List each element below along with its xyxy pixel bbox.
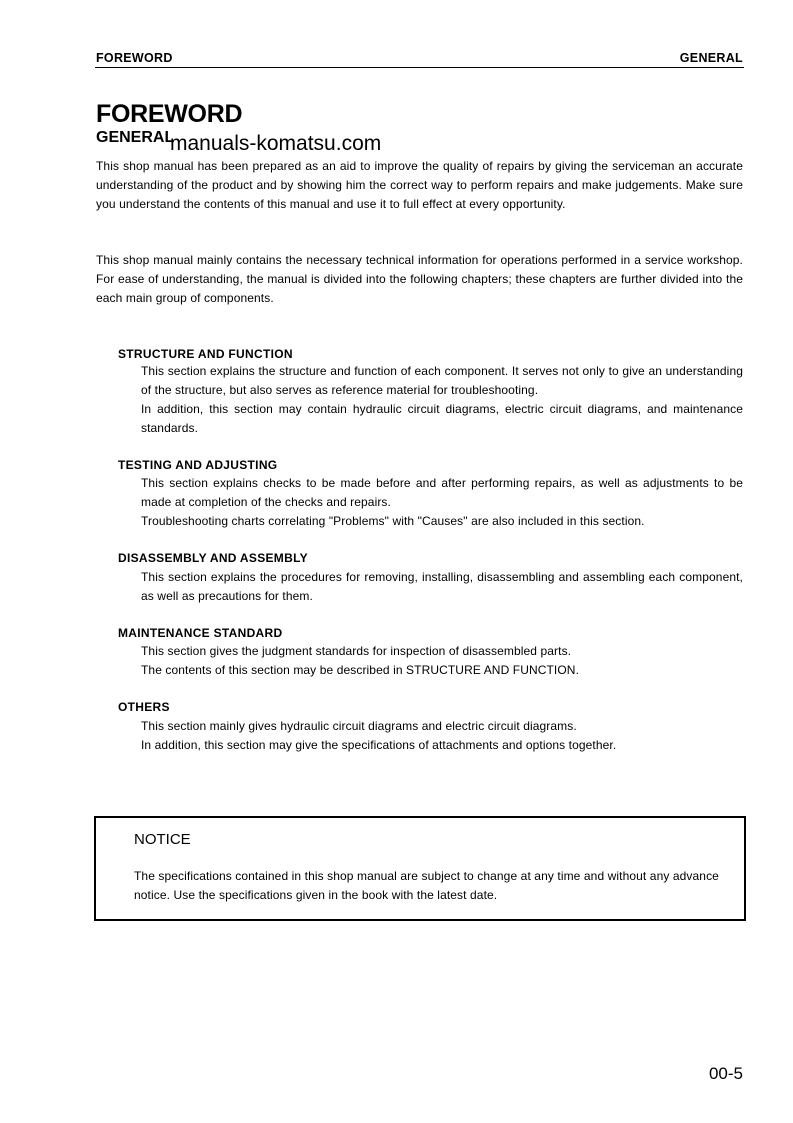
page-title: FOREWORD	[96, 100, 243, 128]
section-title-maintenance-standard: MAINTENANCE STANDARD	[118, 626, 283, 640]
section-line: This section explains checks to be made before and after performing repairs, as well as adjustments to be made at completion of the checks and repairs.	[141, 476, 743, 509]
section-title-disassembly-and-assembly: DISASSEMBLY AND ASSEMBLY	[118, 551, 308, 565]
page-number: 00-5	[708, 1064, 743, 1083]
section-line: This section gives the judgment standards for inspection of disassembled parts.	[141, 644, 572, 658]
section-line: This section mainly gives hydraulic circuit diagrams and electric circuit diagrams.	[141, 719, 577, 733]
notice-title: NOTICE	[134, 831, 191, 848]
intro-paragraph-2: This shop manual mainly contains the necessary technical information for operations performed in a service workshop. For ease of understanding, the manual is divided into the following chapters; these chapters are further divided into the each main group of components.	[96, 253, 743, 305]
section-title-structure-and-function: STRUCTURE AND FUNCTION	[118, 347, 293, 361]
page-subtitle: GENERAL	[96, 129, 175, 146]
notice-box	[94, 816, 746, 921]
intro-paragraph-1: This shop manual has been prepared as an aid to improve the quality of repairs by giving the serviceman an accurate understanding of the product and by showing him the correct way to perform repairs and make judgements. Make sure you understand the contents of this manual and use it to full effect at every opportunity.	[96, 159, 743, 211]
section-line: In addition, this section may give the specifications of attachments and options together.	[141, 738, 617, 752]
header-section-label: GENERAL	[679, 51, 743, 65]
watermark-text: manuals-komatsu.com	[170, 132, 382, 155]
header-rule	[95, 67, 744, 68]
header-chapter-label: FOREWORD	[96, 51, 173, 65]
section-line: The contents of this section may be described in STRUCTURE AND FUNCTION.	[141, 663, 580, 677]
section-title-others: OTHERS	[118, 700, 170, 714]
notice-body: The specifications contained in this shop manual are subject to change at any time and without any advance notice. Use the specifications given in the book with the latest date.	[134, 869, 719, 902]
section-line: Troubleshooting charts correlating "Problems" with "Causes" are also included in this section.	[141, 514, 645, 528]
section-line: This section explains the procedures for removing, installing, disassembling and assembling each component, as well as precautions for them.	[141, 570, 743, 603]
section-title-testing-and-adjusting: TESTING AND ADJUSTING	[118, 458, 278, 472]
section-line: In addition, this section may contain hydraulic circuit diagrams, electric circuit diagrams, and maintenance standards.	[141, 402, 743, 435]
section-line: This section explains the structure and function of each component. It serves not only to give an understanding of the structure, but also serves as reference material for troubleshooting.	[141, 364, 743, 397]
